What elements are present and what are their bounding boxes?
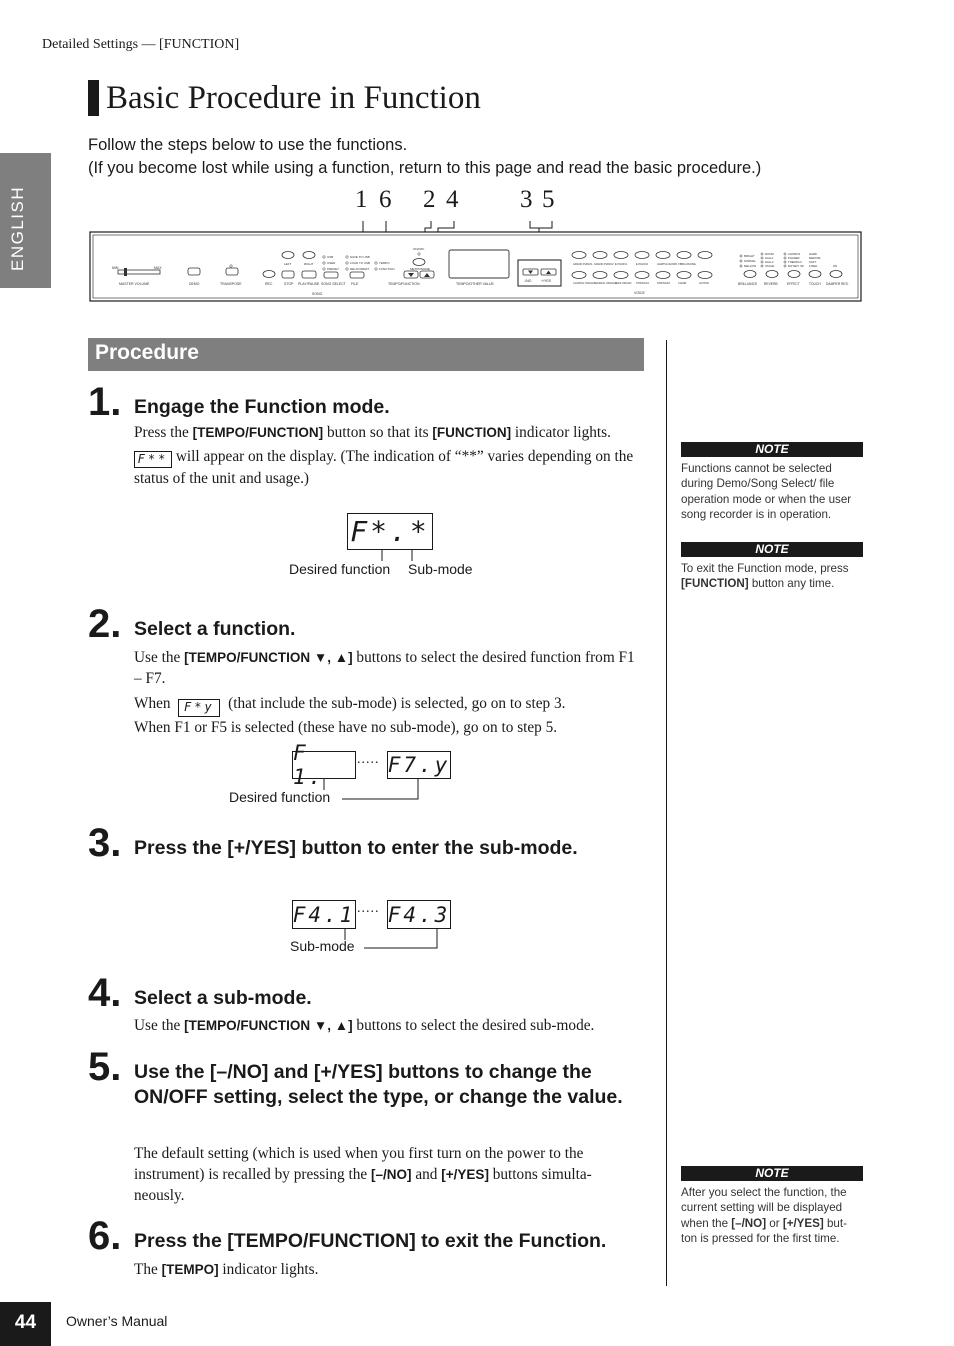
svg-text:SAVE TO USB: SAVE TO USB (350, 255, 370, 259)
svg-text:TOUCH: TOUCH (809, 282, 821, 286)
svg-text:DAMPER RES.: DAMPER RES. (826, 282, 849, 286)
note-2-label: NOTE (681, 542, 863, 557)
control-panel-illustration (88, 210, 864, 306)
svg-text:HALL2: HALL2 (765, 260, 774, 264)
svg-text:EFFECT: EFFECT (787, 282, 800, 286)
svg-text:ON/OFF: ON/OFF (413, 247, 425, 251)
callout-1: 1 (355, 186, 368, 213)
callout-6: 6 (379, 186, 392, 213)
svg-text:SONG: SONG (312, 292, 323, 296)
svg-text:E.PIANO2: E.PIANO2 (636, 263, 648, 266)
language-tab-label: ENGLISH (8, 185, 27, 271)
step-3-number: 3. (88, 821, 122, 865)
svg-text:FILE: FILE (351, 282, 359, 286)
svg-text:REC: REC (265, 282, 273, 286)
lcd-display-f1: F 1. (292, 751, 356, 779)
step-6-text: The [TEMPO] indicator lights. (134, 1261, 319, 1278)
svg-text:GRAND PIANO1: GRAND PIANO1 (573, 263, 593, 266)
callout-4: 4 (446, 186, 459, 213)
svg-text:STOP: STOP (284, 282, 294, 286)
svg-text:REVERB: REVERB (764, 282, 778, 286)
step-5-text: The default setting (which is used when you first turn on the power to the instrument) is recalled by pressing the [–/NO] and [+/YES] buttons simulta-neously. (134, 1145, 592, 1204)
running-header: Detailed Settings — [FUNCTION] (42, 37, 240, 52)
note-1-label: NOTE (681, 442, 863, 457)
svg-text:LOAD TO USB: LOAD TO USB (350, 261, 371, 265)
svg-text:ROOM: ROOM (765, 252, 774, 256)
step-5-number: 5. (88, 1045, 122, 1089)
svg-text:TREMOLO: TREMOLO (788, 260, 802, 264)
lcd-display-step1: F*.* (347, 513, 433, 550)
step-5-heading: Use the [–/NO] and [+/YES] buttons to change the ON/OFF setting, select the type, or change the value. (134, 1061, 623, 1108)
step-4-text: Use the [TEMPO/FUNCTION ▼, ▲] buttons to select the desired sub-mode. (134, 1017, 595, 1034)
column-divider (666, 340, 667, 1286)
page-number: 44 (0, 1302, 51, 1346)
range-dots-3: ..... (357, 901, 380, 916)
procedure-heading: Procedure (95, 341, 199, 364)
svg-text:TEMPO: TEMPO (379, 261, 390, 265)
svg-text:+/YES: +/YES (541, 279, 552, 283)
svg-text:JAZZ ORGAN: JAZZ ORGAN (615, 282, 632, 285)
svg-text:BRIGHT: BRIGHT (744, 254, 755, 258)
lcd-display-f41: F4.1 (292, 900, 356, 929)
step-6-heading: Press the [TEMPO/FUNCTION] to exit the Function. (134, 1230, 607, 1252)
note-3-text: After you select the function, the current setting will be displayed when the [–/NO] or [+/YES] but-ton is pressed for the first time. (681, 1186, 847, 1246)
intro-text (88, 134, 761, 180)
svg-text:MEDIUM: MEDIUM (809, 256, 821, 260)
note-2-text: To exit the Function mode, press [FUNCTION] button any time. (681, 562, 849, 591)
svg-text:-/NO: -/NO (524, 279, 532, 283)
svg-text:FUNCTION: FUNCTION (379, 267, 395, 271)
intro-line-2: (If you become lost while using a function, return to this page and read the basic procedure.) (88, 159, 762, 177)
lcd-display-f43: F4.3 (387, 900, 451, 929)
svg-text:GRAND PIANO2: GRAND PIANO2 (594, 263, 614, 266)
svg-text:CHORUS: CHORUS (788, 252, 801, 256)
svg-text:ON: ON (833, 264, 838, 268)
svg-text:MELLOW: MELLOW (744, 264, 757, 268)
inline-lcd-fxx: F** (134, 451, 172, 468)
callout-5: 5 (542, 186, 555, 213)
step-4-number: 4. (88, 971, 122, 1015)
svg-text:SONG SELECT: SONG SELECT (321, 282, 346, 286)
svg-text:CHURCH ORGAN2: CHURCH ORGAN2 (594, 282, 617, 285)
step-2-text-2: When F*y (that include the sub-mode) is selected, go on to step 3. (134, 693, 646, 717)
svg-text:STRINGS1: STRINGS1 (636, 282, 649, 285)
svg-text:PHASER: PHASER (788, 256, 800, 260)
svg-text:DEL/FORMAT: DEL/FORMAT (350, 267, 370, 271)
svg-text:VOICE: VOICE (634, 291, 645, 295)
svg-text:TEMPO/OTHER VALUE: TEMPO/OTHER VALUE (456, 282, 494, 286)
note-3-label: NOTE (681, 1166, 863, 1181)
svg-text:PLAY/PAUSE: PLAY/PAUSE (298, 282, 320, 286)
svg-text:STRINGS2: STRINGS2 (657, 282, 670, 285)
step-1-text: Press the [TEMPO/FUNCTION] button so that its [FUNCTION] indicator lights. (134, 424, 611, 441)
step-2-text: Use the [TEMPO/FUNCTION ▼, ▲] buttons to select the desired function from F1 – F7. (134, 649, 635, 687)
svg-text:HARPSI-CHORD: HARPSI-CHORD (657, 263, 678, 266)
svg-text:SOFT: SOFT (809, 260, 817, 264)
svg-text:USB: USB (327, 255, 334, 259)
svg-text:BRILLIANCE: BRILLIANCE (738, 282, 758, 286)
step-1-text-2: F** will appear on the display. (The indication of “**” varies depending on the status of the unit and usage.) (134, 448, 634, 487)
vol-max: MAX (154, 266, 162, 270)
svg-text:NORMAL: NORMAL (744, 259, 756, 263)
footer-manual-title: Owner’s Manual (66, 1313, 168, 1329)
svg-text:PRESET: PRESET (327, 267, 340, 271)
svg-text:HARD: HARD (809, 252, 817, 256)
note-1-text: Functions cannot be selected during Demo/Song Select/ file operation mode or when the user song recorder is in operation. (681, 462, 852, 522)
inline-lcd-fxy: F*y (178, 699, 220, 717)
step-3-heading: Press the [+/YES] button to enter the sub-mode. (134, 837, 578, 859)
callout-2: 2 (423, 186, 436, 213)
svg-text:VIBRA-PHONE: VIBRA-PHONE (678, 263, 696, 266)
svg-text:RIGHT: RIGHT (304, 262, 314, 266)
language-tab (0, 153, 51, 288)
svg-text:ROTARY SP: ROTARY SP (788, 264, 804, 268)
svg-text:TEMPO/FUNCTION: TEMPO/FUNCTION (388, 282, 420, 286)
svg-text:STAGE: STAGE (765, 264, 775, 268)
svg-text:E.PIANO1: E.PIANO1 (615, 263, 627, 266)
svg-text:FIXED: FIXED (809, 264, 818, 268)
svg-text:TRANSPOSE: TRANSPOSE (220, 282, 242, 286)
step-2-text-3: When F1 or F5 is selected (these have no sub-mode), go on to step 5. (134, 719, 558, 736)
step-1-heading: Engage the Function mode. (134, 396, 390, 418)
step-6-number: 6. (88, 1214, 122, 1258)
step-4-heading: Select a sub-mode. (134, 987, 312, 1009)
title-bar-mark (88, 80, 99, 116)
intro-line-1: Follow the steps below to use the functions. (88, 136, 408, 154)
procedure-heading-bar (88, 338, 644, 371)
svg-text:CHOIR: CHOIR (678, 282, 687, 285)
lcd-display-f7y: F7.y (387, 753, 451, 777)
step-1-number: 1. (88, 380, 122, 424)
range-dots-2: ..... (357, 752, 380, 767)
master-volume-label: MASTER VOLUME (119, 282, 150, 286)
label-sub-mode-1: Sub-mode (408, 561, 473, 577)
svg-text:LEFT: LEFT (284, 262, 292, 266)
step-2-number: 2. (88, 602, 122, 646)
vol-min: MIN (112, 266, 119, 270)
label-sub-mode-3: Sub-mode (290, 938, 355, 954)
page-title: Basic Procedure in Function (106, 80, 481, 116)
svg-text:METRONOME: METRONOME (410, 267, 430, 271)
svg-text:HALL1: HALL1 (765, 256, 774, 260)
callout-3: 3 (520, 186, 533, 213)
label-desired-function-2: Desired function (229, 789, 331, 805)
step-2-heading: Select a function. (134, 618, 296, 640)
label-desired-function-1: Desired function (289, 561, 391, 577)
svg-text:CHURCH ORGAN1: CHURCH ORGAN1 (573, 282, 596, 285)
svg-text:USER: USER (327, 261, 336, 265)
svg-text:GUITAR: GUITAR (699, 282, 709, 285)
svg-text:DEMO: DEMO (189, 282, 200, 286)
